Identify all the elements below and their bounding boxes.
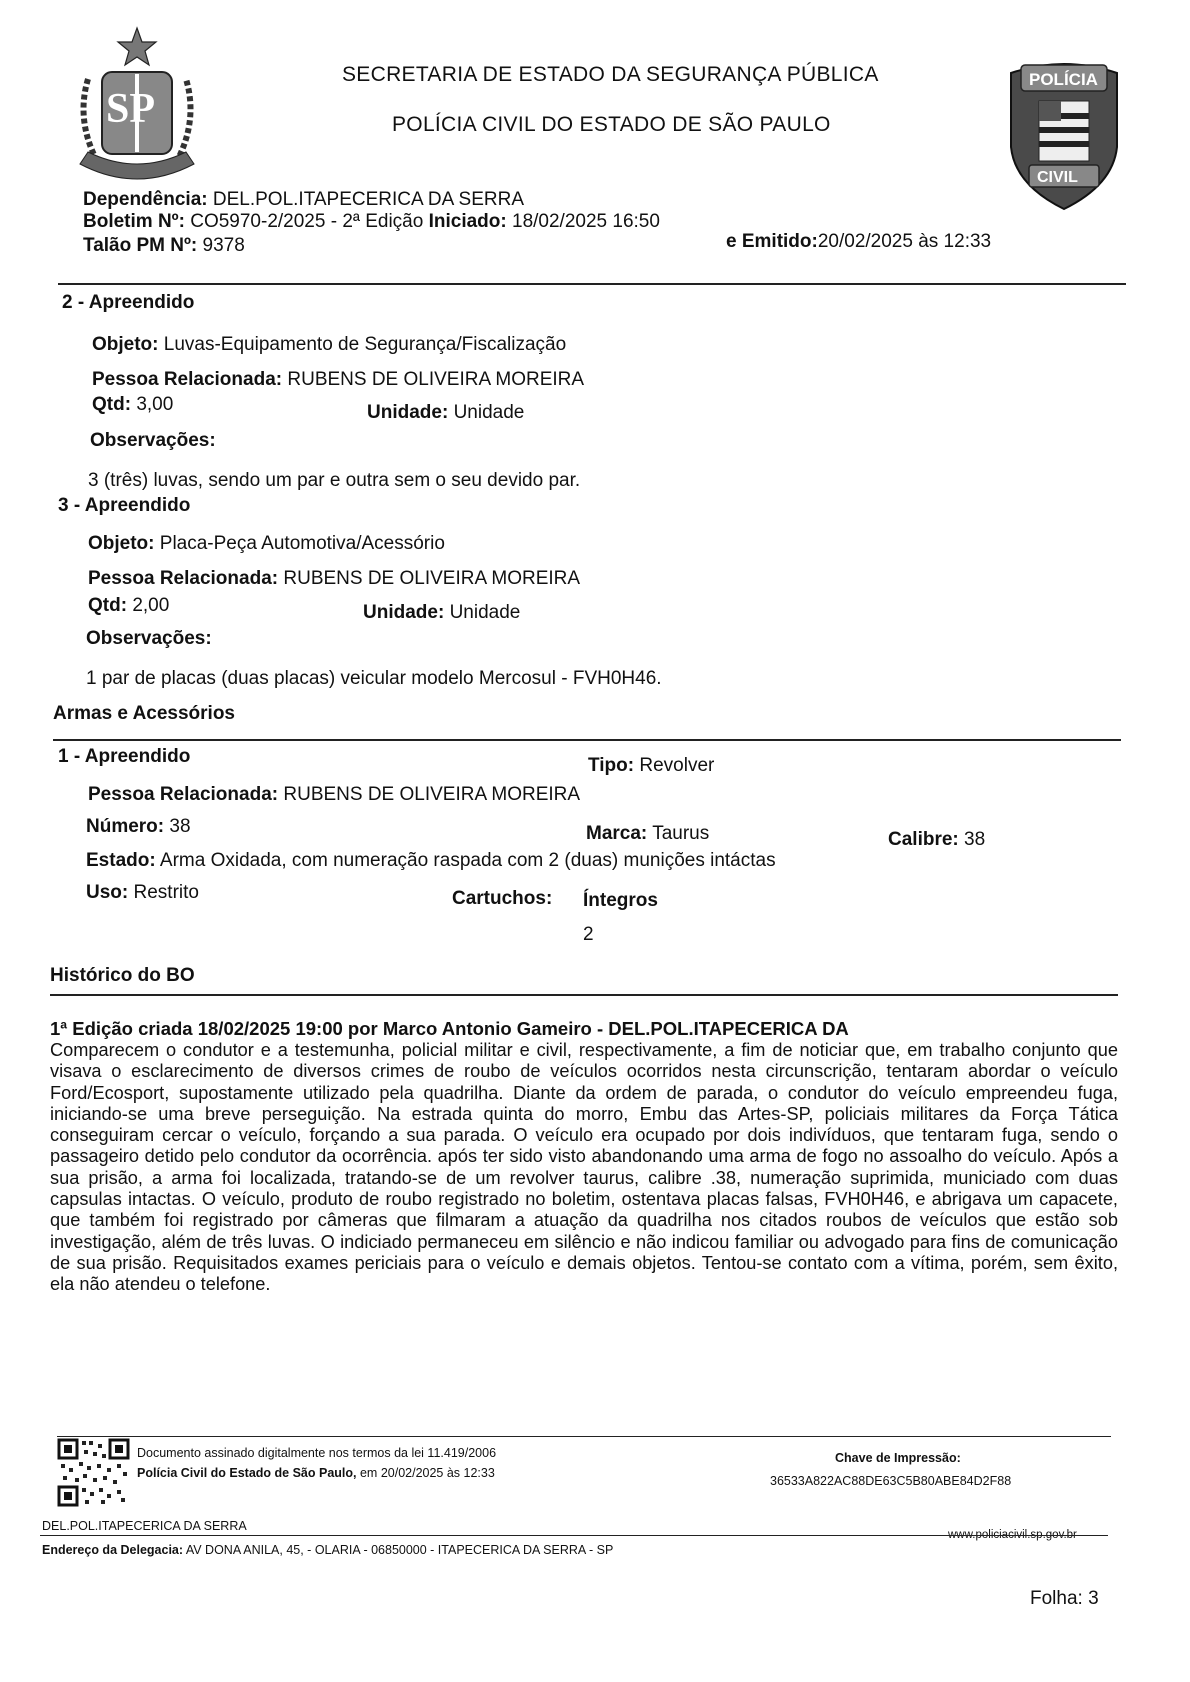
item-2-title: 2 - Apreendido [62,292,195,313]
talao-row: Talão PM Nº: 9378 [83,235,245,256]
arma-pessoa: Pessoa Relacionada: RUBENS DE OLIVEIRA MOREIRA [88,784,581,805]
historico-edition-header: 1ª Edição criada 18/02/2025 19:00 por Marco Antonio Gameiro - DEL.POL.ITAPECERICA DA [50,1018,849,1039]
historico-text: Comparecem o condutor e a testemunha, policial militar e civil, respectivamente, a fim de noticiar que, em trabalho conjunto que visava o esclarecimento de diversos crimes de roubo de veículos ocorridos nesta circunscrição, tentaram abordar o veículo Ford/Ecosport, supostamente utilizado pela quadrilha. Diante da ordem de parada, o condutor do veículo empreendeu fuga, iniciando-se uma breve perseguição. Na estrada quinta do morro, Embu das Artes-SP, policiais militares da Força Tática conseguiram cercar o veículo, forçando a sua parada. O veículo era ocupado por dois indivíduos, que tentaram fuga, sendo o passageiro detido pelo condutor da ocorrência. após ter sido visto abandonando uma arma de fogo no assoalho do veículo. Após a sua prisão, a arma foi localizada, tratando-se de um revolver taurus, calibre .38, numeração suprimida, municiado com duas capsulas intactas. O veículo, produto de roubo registrado no boletim, ostentava placas falsas, FVH0H46, e abrigava um capacete, que também foi registrado por câmeras que filmaram a atuação da quadrilha nos citados roubos de veículos que estão sob investigação, além de três luvas. O indiciado permaneceu em silêncio e não indicou familiar ou advogado para fins de comunicação de sua prisão. Requisitados exames periciais para o veículo e demais objetos. Tentou-se contato com a vítima, porém, sem êxito, ela não atendeu o telefone. [50,1040,1118,1295]
item-2-unidade: Unidade: Unidade [367,402,525,423]
historico-divider [50,994,1118,996]
footer-sign-line-2: Polícia Civil do Estado de São Paulo, em 20/02/2025 às 12:33 [137,1466,495,1480]
policia-civil-badge-logo [1003,55,1125,213]
arma-numero: Número: 38 [86,816,191,837]
arma-integros-value: 2 [583,924,594,945]
dependencia-value: DEL.POL.ITAPECERICA DA SERRA [212,189,525,210]
footer-delegacia: DEL.POL.ITAPECERICA DA SERRA [42,1519,247,1533]
footer-divider-bottom [40,1535,1108,1536]
item-3-pessoa: Pessoa Relacionada: RUBENS DE OLIVEIRA MOREIRA [88,568,581,589]
arma-tipo: Tipo: Revolver [588,755,715,776]
armas-section-title: Armas e Acessórios [53,703,236,724]
item-2-obs-label: Observações: [90,430,216,451]
header-line-1: SECRETARIA DE ESTADO DA SEGURANÇA PÚBLICA [342,63,879,86]
svg-text:SP: SP [106,86,156,132]
footer-divider-top [57,1436,1111,1437]
item-3-obs-label: Observações: [86,628,212,649]
arma-calibre: Calibre: 38 [888,829,986,850]
arma-1-title: 1 - Apreendido [58,746,191,767]
historico-section-title: Histórico do BO [50,965,195,986]
item-2-objeto: Objeto: Luvas-Equipamento de Segurança/Fiscalização [92,334,567,355]
footer-endereco: Endereço da Delegacia: AV DONA ANILA, 45, - OLARIA - 06850000 - ITAPECERICA DA SERRA - SP [42,1543,614,1557]
emitido-row: e Emitido:20/02/2025 às 12:33 [726,231,992,252]
talao-value: 9378 [202,235,245,256]
boletim-value: CO5970-2/2025 - 2ª Edição [190,211,424,232]
folha-number: Folha: 3 [1030,1588,1099,1609]
item-3-title: 3 - Apreendido [58,495,191,516]
armas-divider [53,739,1121,741]
qr-code-icon [57,1438,130,1507]
emitido-value: 20/02/2025 às 12:33 [817,231,992,252]
footer-chave-label: Chave de Impressão: [835,1451,961,1465]
item-2-pessoa: Pessoa Relacionada: RUBENS DE OLIVEIRA MOREIRA [92,369,585,390]
header-line-2: POLÍCIA CIVIL DO ESTADO DE SÃO PAULO [392,113,831,136]
footer-website-link[interactable]: www.policiacivil.sp.gov.br [948,1529,1077,1541]
arma-marca: Marca: Taurus [586,823,710,844]
item-3-qtd: Qtd: 2,00 [88,595,170,616]
footer-sign-line-1: Documento assinado digitalmente nos termos da lei 11.419/2006 [137,1446,497,1460]
iniciado-value: 18/02/2025 16:50 [512,211,660,232]
arma-uso: Uso: Restrito [86,882,199,903]
dependencia-row: Dependência: DEL.POL.ITAPECERICA DA SERRA [83,189,525,210]
svg-text:CIVIL: CIVIL [1037,169,1078,186]
item-3-objeto: Objeto: Placa-Peça Automotiva/Acessório [88,533,445,554]
svg-text:POLÍCIA: POLÍCIA [1029,70,1098,89]
arma-estado: Estado: Arma Oxidada, com numeração raspada com 2 (duas) munições intáctas [86,850,776,871]
item-3-unidade: Unidade: Unidade [363,602,521,623]
item-2-qtd: Qtd: 3,00 [92,394,174,415]
item-3-obs: 1 par de placas (duas placas) veicular modelo Mercosul - FVH0H46. [86,668,662,689]
item-2-obs: 3 (três) luvas, sendo um par e outra sem o seu devido par. [88,470,581,491]
sp-coat-of-arms-logo [66,24,208,190]
arma-integros-label: Íntegros [583,890,658,911]
footer-chave-value: 36533A822AC88DE63C5B80ABE84D2F88 [770,1474,1012,1488]
header-divider [58,283,1126,285]
boletim-row: Boletim Nº: CO5970-2/2025 - 2ª Edição Iniciado: 18/02/2025 16:50 [83,211,660,232]
arma-cartuchos-label: Cartuchos: [452,888,553,909]
